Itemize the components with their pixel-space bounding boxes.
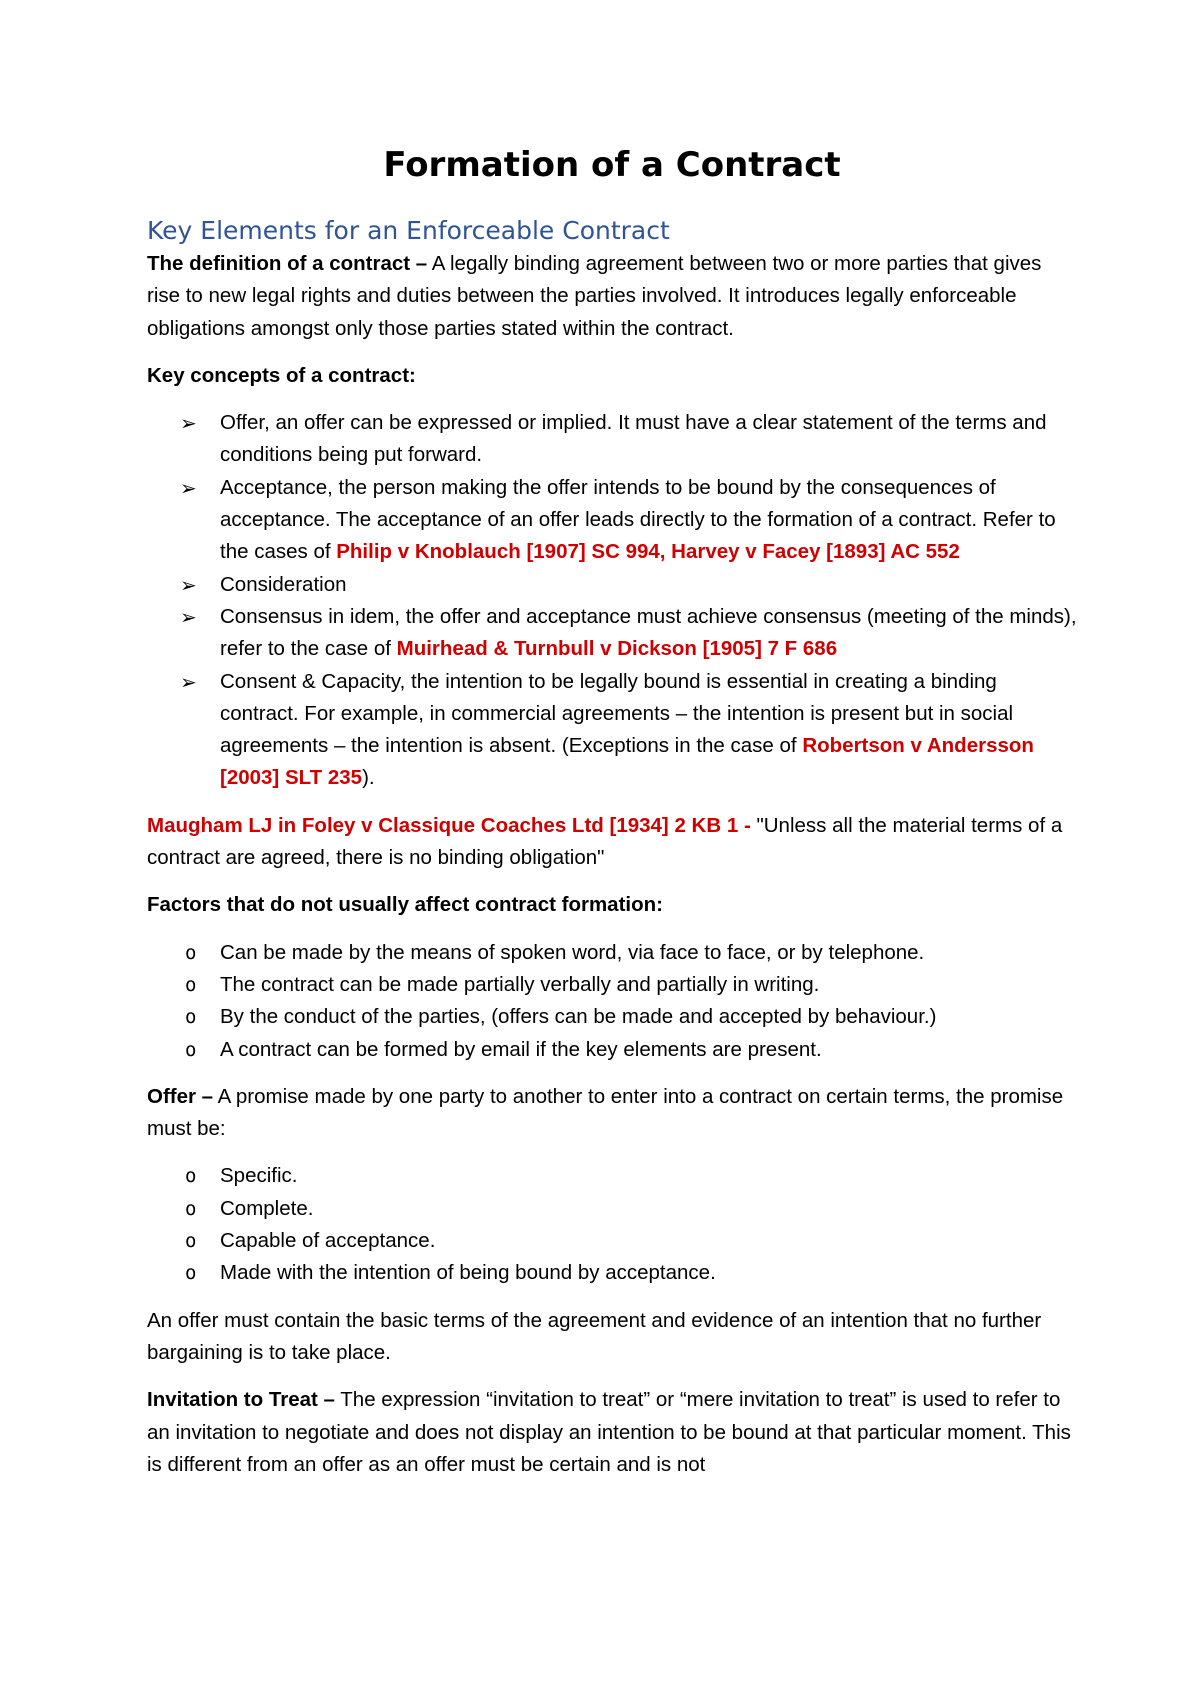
definition-paragraph — [147, 248, 1077, 345]
list-item-text: Acceptance, the person making the offer intends to be bound by the consequences of acceptance. The acceptance of an offer leads directly to the formation of a contract. Refer to the cases of — [220, 475, 1056, 564]
factors-heading — [147, 889, 1077, 921]
list-item-text: Consensus in idem, the offer and acceptance must achieve consensus (meeting of the minds), refer to the case of — [220, 604, 1077, 661]
circle-bullet-icon: o — [185, 1197, 197, 1220]
section-heading: Key Elements for an Enforceable Contract — [147, 216, 670, 245]
list-item-text: Consideration — [220, 572, 347, 596]
list-item-text: Offer, an offer can be expressed or implied. It must have a clear statement of the terms and conditions being put forward. — [220, 411, 1047, 467]
definition-term: The definition of a contract – — [147, 252, 428, 275]
list-item-text: The contract can be made partially verbally and partially in writing. — [220, 972, 820, 996]
arrow-bullet-icon: ➢ — [180, 604, 197, 629]
list-item — [147, 1001, 1077, 1033]
key-concepts-list — [147, 407, 1077, 795]
list-item — [147, 666, 1077, 795]
list-item-text: Specific. — [220, 1164, 298, 1188]
circle-bullet-icon: o — [185, 941, 197, 964]
list-item-text: Consent & Capacity, the intention to be legally bound is essential in creating a binding contract. For example, in commercial agreements – the intention is present but in social agreements – the intention is absent. (Exceptions in the case of — [220, 669, 1014, 758]
invitation-paragraph — [147, 1384, 1077, 1481]
factors-list — [147, 937, 1077, 1066]
key-concepts-heading — [147, 360, 1077, 392]
case-citation: Maugham LJ in Foley v Classique Coaches Ltd [1934] 2 KB 1 - — [147, 813, 751, 837]
list-item — [147, 1257, 1077, 1289]
list-item — [147, 1193, 1077, 1225]
invitation-text: The expression “invitation to treat” or “mere invitation to treat” is used to refer to an invitation to negotiate and does not display an intention to be bound at that particular moment. This is different from an offer as an offer must be certain and is not — [147, 1388, 1071, 1476]
list-item — [147, 569, 1077, 601]
list-item-text: Can be made by the means of spoken word, via face to face, or by telephone. — [220, 940, 925, 964]
arrow-bullet-icon: ➢ — [180, 411, 197, 436]
arrow-bullet-icon: ➢ — [180, 669, 197, 694]
circle-bullet-icon: o — [185, 973, 197, 996]
circle-bullet-icon: o — [185, 1038, 197, 1061]
list-item — [147, 1034, 1077, 1066]
list-item-text-end: ). — [362, 766, 375, 790]
list-item — [147, 601, 1077, 666]
case-citation: Muirhead & Turnbull v Dickson [1905] 7 F 686 — [396, 637, 838, 661]
circle-bullet-icon: o — [185, 1230, 197, 1253]
list-item-text: Capable of acceptance. — [220, 1229, 436, 1253]
factors-heading-text: Factors that do not usually affect contract formation: — [147, 893, 663, 917]
list-item — [147, 472, 1077, 569]
key-concepts-heading-text: Key concepts of a contract: — [147, 363, 416, 387]
document-body — [147, 140, 1077, 1496]
list-item — [147, 969, 1077, 1001]
circle-bullet-icon: o — [185, 1006, 197, 1029]
quote-text: "Unless all the material terms of a contract are agreed, there is no binding obligation" — [147, 813, 1063, 870]
offer-paragraph — [147, 1081, 1077, 1146]
list-item — [147, 407, 1077, 472]
arrow-bullet-icon: ➢ — [180, 475, 197, 500]
list-item-text: By the conduct of the parties, (offers can be made and accepted by behaviour.) — [220, 1005, 937, 1029]
case-citation: Robertson v Andersson [2003] SLT 235 — [220, 734, 1034, 790]
case-citation: Philip v Knoblauch [1907] SC 994, Harvey v Facey [1893] AC 552 — [336, 540, 960, 564]
arrow-bullet-icon: ➢ — [180, 572, 197, 597]
list-item-text: Complete. — [220, 1196, 314, 1220]
list-item — [147, 937, 1077, 969]
list-item-text: Made with the intention of being bound by acceptance. — [220, 1261, 716, 1285]
offer-list — [147, 1160, 1077, 1289]
list-item-text: A contract can be formed by email if the key elements are present. — [220, 1037, 822, 1061]
list-item — [147, 1225, 1077, 1257]
list-item — [147, 1160, 1077, 1192]
circle-bullet-icon: o — [185, 1262, 197, 1285]
offer-text: A promise made by one party to another to enter into a contract on certain terms, the promise must be: — [147, 1084, 1064, 1141]
document-title: Formation of a Contract — [383, 145, 841, 185]
definition-text: A legally binding agreement between two or more parties that gives rise to new legal rights and duties between the parties involved. It introduces legally enforceable obligations amongst only those parties stated within the contract. — [147, 252, 1042, 340]
offer-note-paragraph: An offer must contain the basic terms of the agreement and evidence of an intention that no further bargaining is to take place. — [147, 1308, 1042, 1364]
quote-paragraph — [147, 810, 1077, 875]
invitation-term: Invitation to Treat – — [147, 1388, 335, 1412]
offer-term: Offer – — [147, 1084, 214, 1108]
circle-bullet-icon: o — [185, 1165, 197, 1188]
